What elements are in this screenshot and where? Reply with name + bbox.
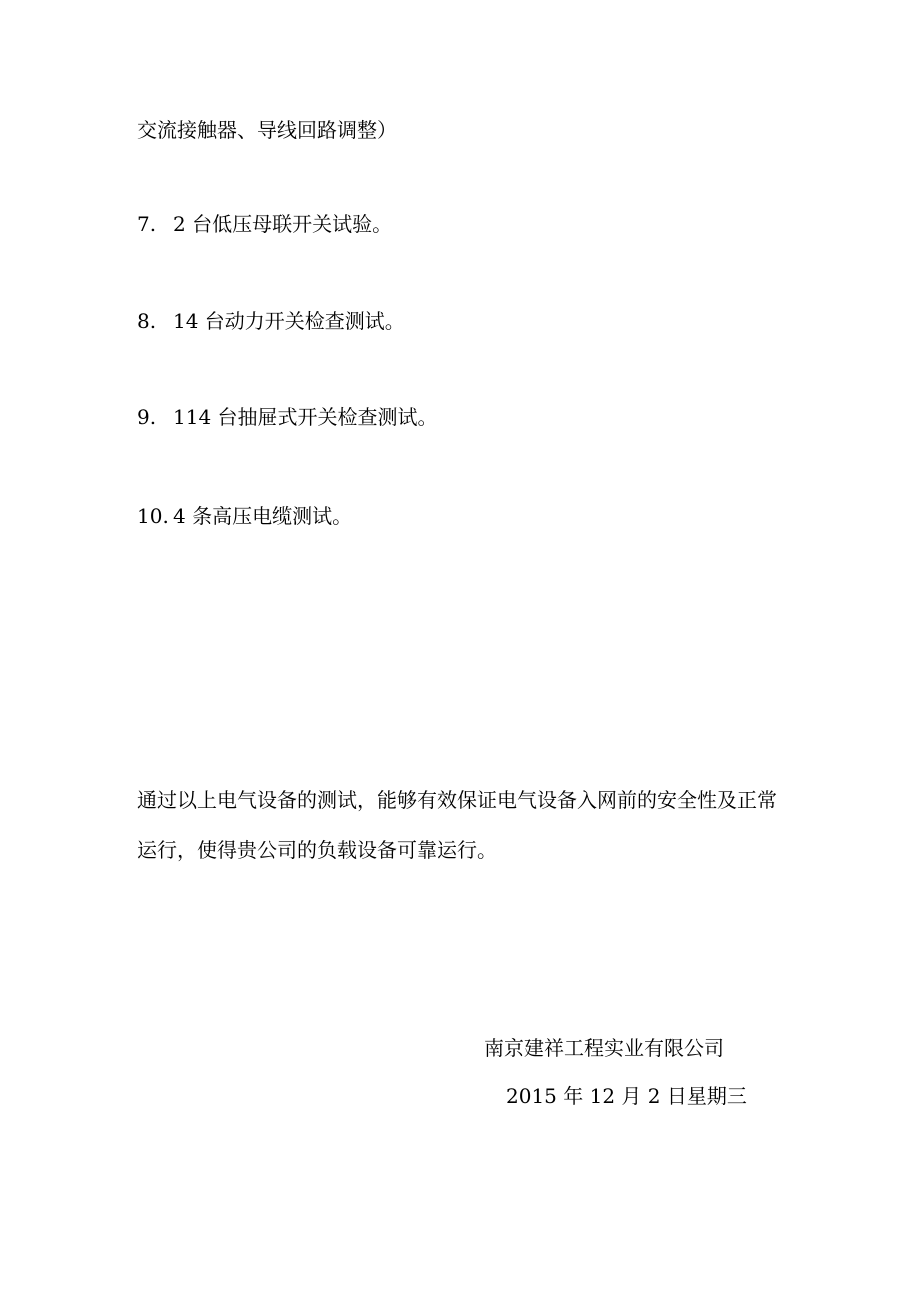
list-item-number: 8.: [137, 309, 157, 333]
list-item-text: 2 台低压母联开关试验。: [173, 212, 393, 236]
list-item-number: 9.: [137, 405, 157, 429]
conclusion-paragraph-line-2: 运行，使得贵公司的负载设备可靠运行。: [137, 838, 497, 862]
conclusion-paragraph-line-1: 通过以上电气设备的测试，能够有效保证电气设备入网前的安全性及正常: [137, 788, 777, 812]
list-item-number: 10.: [137, 504, 169, 528]
list-item-text: 114 台抽屉式开关检查测试。: [173, 405, 438, 429]
company-signature: 南京建祥工程实业有限公司: [484, 1036, 724, 1060]
list-item: [137, 405, 438, 429]
list-item: [137, 212, 392, 236]
list-item-number: 7.: [137, 212, 157, 236]
continuation-text: 交流接触器、导线回路调整）: [137, 118, 397, 142]
list-item-text: 14 台动力开关检查测试。: [173, 309, 405, 333]
list-item-text: 4 条高压电缆测试。: [173, 504, 353, 528]
list-item: [137, 504, 352, 528]
signature-date: 2015 年 12 月 2 日星期三: [506, 1084, 747, 1108]
list-item: [137, 309, 405, 333]
